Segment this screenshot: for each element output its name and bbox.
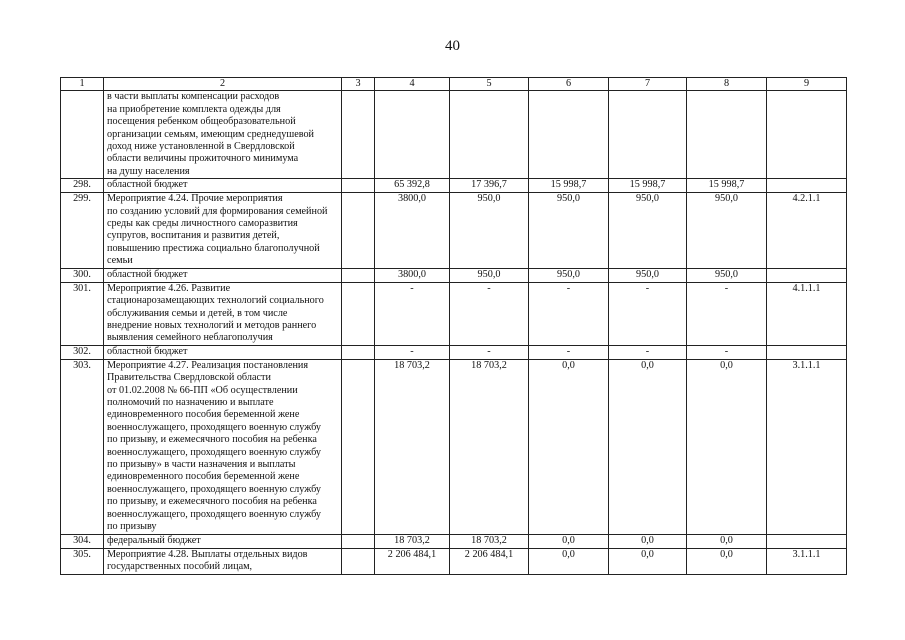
row-number: 303. bbox=[61, 359, 104, 534]
cell-col-3 bbox=[342, 345, 375, 359]
cell-col-4: 18 703,2 bbox=[375, 359, 450, 534]
cell-col-4: - bbox=[375, 345, 450, 359]
row-description: Мероприятие 4.27. Реализация постановления Правительства Свердловской области от 01.02.2008 № 66-ПП «Об осуществлении полномочий по назначению и выплате единовременного пособия беременной жене военнослужащего, проходящего военную службу по призыву, и ежемесячного пособия на ребенка военнослужащего, проходящего военную службу по призыву» в части назначения и выплаты единовременного пособия беременной жене военнослужащего, проходящего военную службу по призыву, и ежемесячного пособия на ребенка военнослужащего, проходящего военную службу по призыву bbox=[104, 359, 342, 534]
row-description: федеральный бюджет bbox=[104, 534, 342, 548]
table-row bbox=[61, 268, 847, 282]
row-description: областной бюджет bbox=[104, 345, 342, 359]
cell-target-code: 4.2.1.1 bbox=[767, 193, 847, 268]
cell-col-8: 950,0 bbox=[687, 193, 767, 268]
cell-target-code bbox=[767, 91, 847, 179]
col-header: 7 bbox=[609, 78, 687, 91]
cell-col-6: - bbox=[529, 345, 609, 359]
cell-col-4: 18 703,2 bbox=[375, 534, 450, 548]
table-header-row bbox=[61, 78, 847, 91]
cell-target-code: 3.1.1.1 bbox=[767, 548, 847, 574]
table-row bbox=[61, 91, 847, 179]
row-number bbox=[61, 91, 104, 179]
page-number: 40 bbox=[445, 38, 460, 54]
cell-col-5: 950,0 bbox=[450, 268, 529, 282]
row-number: 301. bbox=[61, 282, 104, 345]
cell-col-8: 0,0 bbox=[687, 548, 767, 574]
row-description: областной бюджет bbox=[104, 268, 342, 282]
cell-col-3 bbox=[342, 179, 375, 193]
cell-col-8: - bbox=[687, 282, 767, 345]
row-number: 304. bbox=[61, 534, 104, 548]
row-description: Мероприятие 4.28. Выплаты отдельных видов государственных пособий лицам, bbox=[104, 548, 342, 574]
cell-col-3 bbox=[342, 534, 375, 548]
budget-table bbox=[60, 77, 847, 575]
cell-col-8: - bbox=[687, 345, 767, 359]
cell-col-6: 0,0 bbox=[529, 359, 609, 534]
cell-col-5 bbox=[450, 91, 529, 179]
cell-col-3 bbox=[342, 359, 375, 534]
cell-col-8: 15 998,7 bbox=[687, 179, 767, 193]
cell-col-6: 15 998,7 bbox=[529, 179, 609, 193]
cell-col-7: 15 998,7 bbox=[609, 179, 687, 193]
cell-col-5: - bbox=[450, 345, 529, 359]
col-header: 3 bbox=[342, 78, 375, 91]
cell-target-code bbox=[767, 268, 847, 282]
col-header: 2 bbox=[104, 78, 342, 91]
cell-col-7: - bbox=[609, 345, 687, 359]
cell-col-6: 950,0 bbox=[529, 268, 609, 282]
cell-col-3 bbox=[342, 193, 375, 268]
col-header: 9 bbox=[767, 78, 847, 91]
cell-col-5: 18 703,2 bbox=[450, 359, 529, 534]
table-row bbox=[61, 193, 847, 268]
cell-col-6: 0,0 bbox=[529, 548, 609, 574]
row-number: 299. bbox=[61, 193, 104, 268]
cell-col-7: - bbox=[609, 282, 687, 345]
col-header: 6 bbox=[529, 78, 609, 91]
cell-target-code bbox=[767, 345, 847, 359]
table-row bbox=[61, 179, 847, 193]
cell-col-3 bbox=[342, 282, 375, 345]
table-row bbox=[61, 282, 847, 345]
cell-col-7: 0,0 bbox=[609, 548, 687, 574]
cell-col-4: 3800,0 bbox=[375, 193, 450, 268]
cell-col-7 bbox=[609, 91, 687, 179]
col-header: 5 bbox=[450, 78, 529, 91]
cell-col-3 bbox=[342, 548, 375, 574]
col-header: 8 bbox=[687, 78, 767, 91]
cell-target-code: 3.1.1.1 bbox=[767, 359, 847, 534]
cell-col-4: 2 206 484,1 bbox=[375, 548, 450, 574]
cell-col-8: 0,0 bbox=[687, 359, 767, 534]
row-description: в части выплаты компенсации расходов на приобретение комплекта одежды для посещения ребенком общеобразовательной организации семьям, имеющим среднедушевой доход ниже установленной в Свердловской области величины прожиточного минимума на душу населения bbox=[104, 91, 342, 179]
row-description: Мероприятие 4.24. Прочие мероприятия по созданию условий для формирования семейной среды как среды личностного саморазвития супругов, воспитания и развития детей, повышению престижа социально благополучной семьи bbox=[104, 193, 342, 268]
cell-target-code: 4.1.1.1 bbox=[767, 282, 847, 345]
cell-col-5: 2 206 484,1 bbox=[450, 548, 529, 574]
cell-col-4 bbox=[375, 91, 450, 179]
cell-col-8: 0,0 bbox=[687, 534, 767, 548]
cell-col-5: - bbox=[450, 282, 529, 345]
cell-col-3 bbox=[342, 268, 375, 282]
cell-col-5: 18 703,2 bbox=[450, 534, 529, 548]
cell-col-7: 950,0 bbox=[609, 193, 687, 268]
cell-col-7: 950,0 bbox=[609, 268, 687, 282]
cell-col-7: 0,0 bbox=[609, 534, 687, 548]
cell-col-8 bbox=[687, 91, 767, 179]
cell-col-3 bbox=[342, 91, 375, 179]
col-header: 4 bbox=[375, 78, 450, 91]
cell-col-6: 0,0 bbox=[529, 534, 609, 548]
table-row bbox=[61, 345, 847, 359]
row-number: 302. bbox=[61, 345, 104, 359]
table-row bbox=[61, 359, 847, 534]
row-number: 298. bbox=[61, 179, 104, 193]
cell-col-4: 65 392,8 bbox=[375, 179, 450, 193]
cell-target-code bbox=[767, 179, 847, 193]
col-header: 1 bbox=[61, 78, 104, 91]
cell-col-6 bbox=[529, 91, 609, 179]
cell-col-4: 3800,0 bbox=[375, 268, 450, 282]
table-row bbox=[61, 534, 847, 548]
row-number: 305. bbox=[61, 548, 104, 574]
cell-col-7: 0,0 bbox=[609, 359, 687, 534]
cell-col-6: 950,0 bbox=[529, 193, 609, 268]
row-description: Мероприятие 4.26. Развитие стационарозамещающих технологий социального обслуживания семьи и детей, в том числе внедрение новых технологий и методов раннего выявления семейного неблагополучия bbox=[104, 282, 342, 345]
cell-col-8: 950,0 bbox=[687, 268, 767, 282]
cell-target-code bbox=[767, 534, 847, 548]
row-description: областной бюджет bbox=[104, 179, 342, 193]
table-row bbox=[61, 548, 847, 574]
cell-col-5: 950,0 bbox=[450, 193, 529, 268]
cell-col-5: 17 396,7 bbox=[450, 179, 529, 193]
row-number: 300. bbox=[61, 268, 104, 282]
cell-col-4: - bbox=[375, 282, 450, 345]
cell-col-6: - bbox=[529, 282, 609, 345]
